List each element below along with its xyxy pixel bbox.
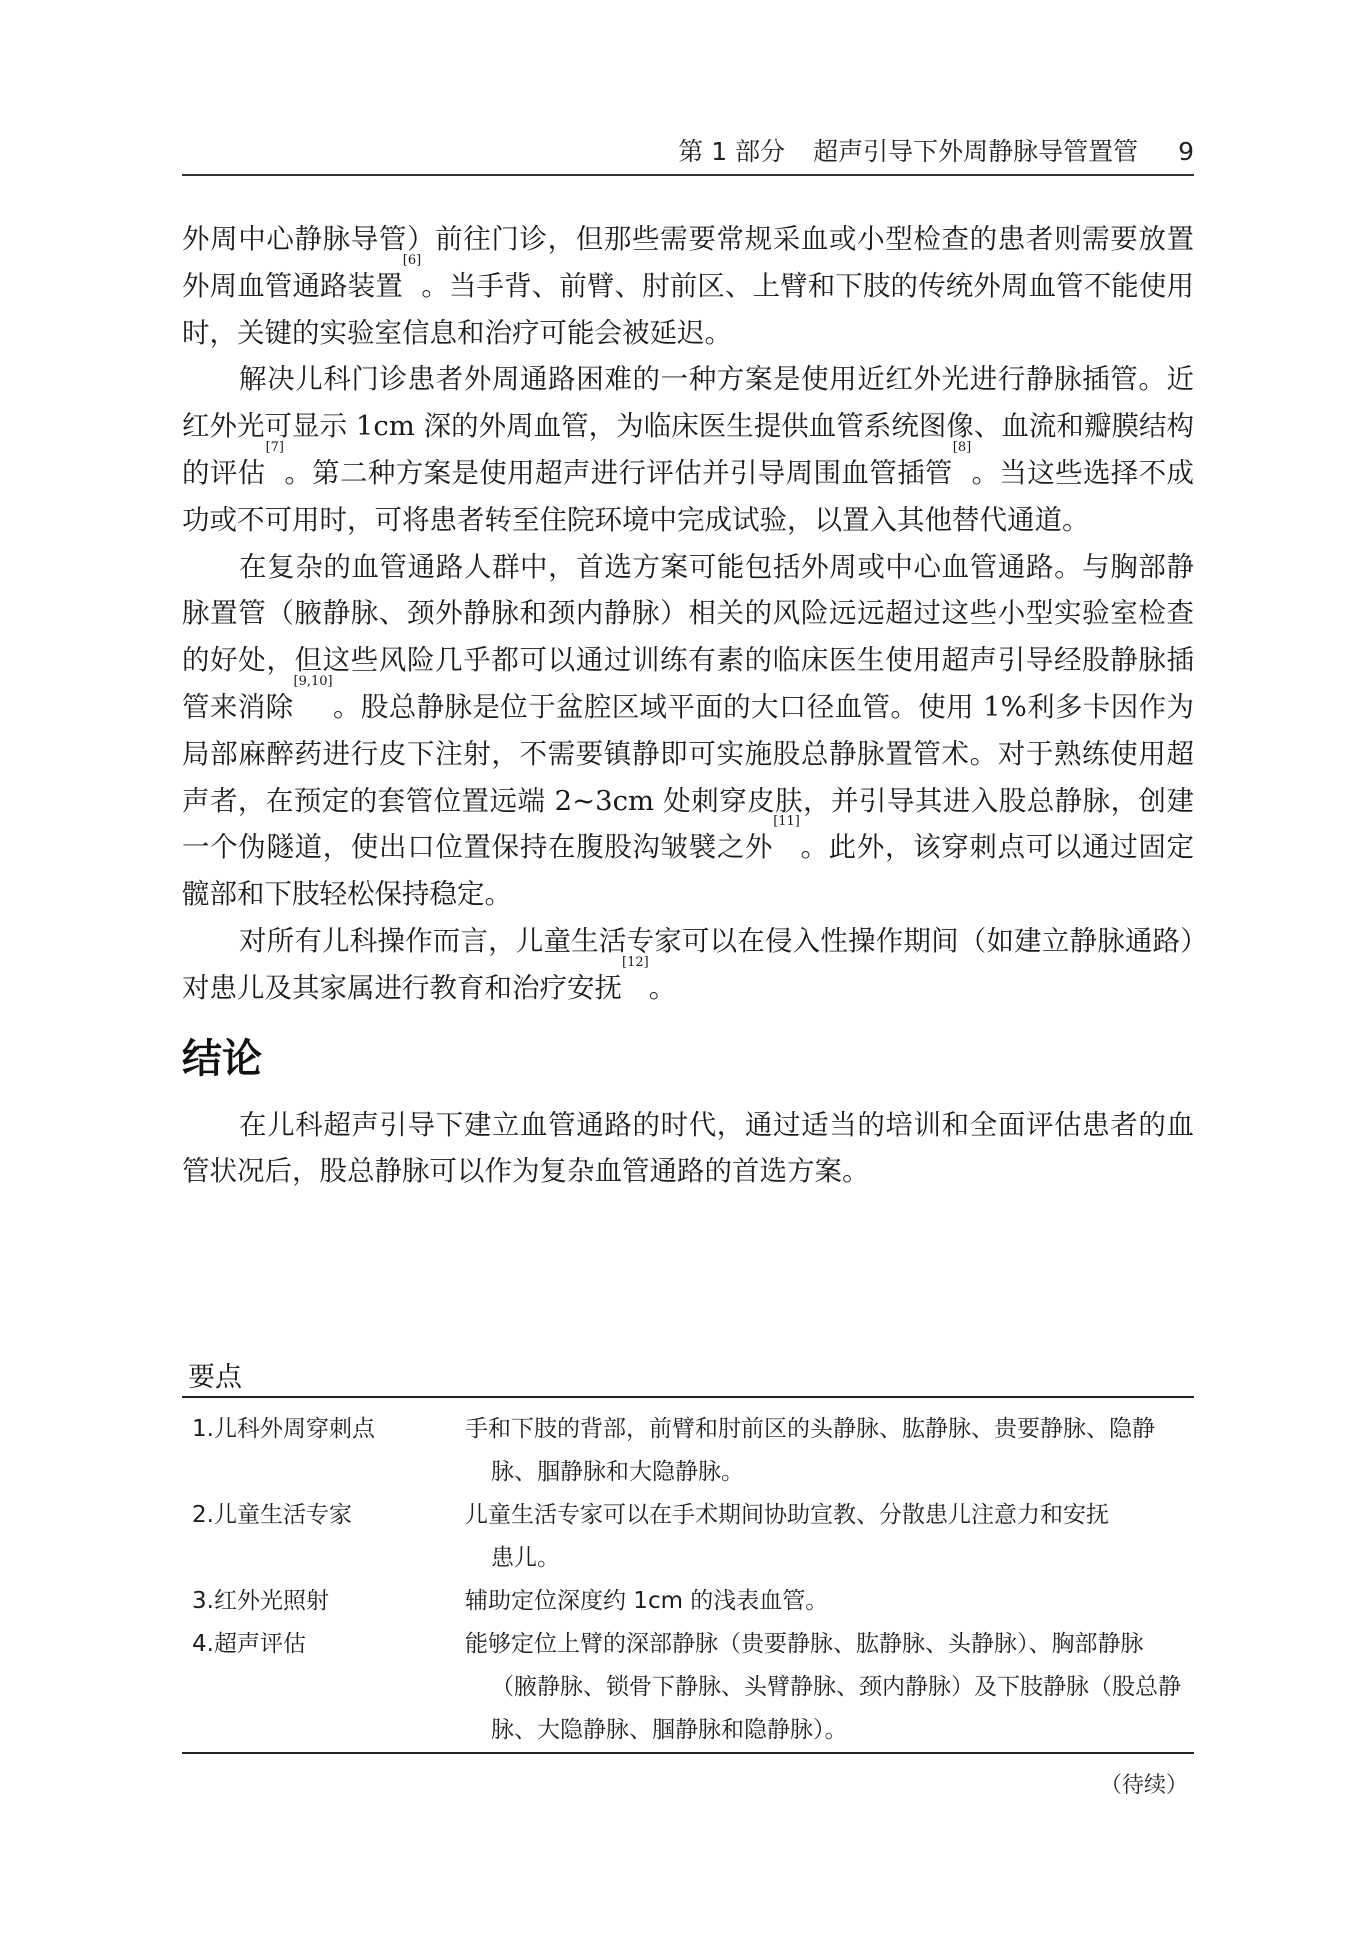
key-point-row: [182, 1408, 1194, 1494]
running-header: [182, 132, 1194, 168]
header-rule: [182, 174, 1194, 176]
citation: [6]: [402, 252, 422, 268]
citation: [9,10]: [293, 673, 333, 689]
key-point-label: 2.儿童生活专家: [192, 1502, 352, 1528]
continued-note: （待续）: [1099, 1773, 1188, 1798]
key-point-description: 辅助定位深度约 1cm 的浅表血管。: [465, 1588, 829, 1614]
key-point-description: 儿童生活专家可以在手术期间协助宣教、分散患儿注意力和安抚 患儿。: [465, 1502, 1109, 1571]
conclusion-paragraph: 在儿科超声引导下建立血管通路的时代，通过适当的培训和全面评估患者的血管状况后，股总静脉可以作为复杂血管通路的首选方案。: [182, 1108, 1194, 1188]
key-points-top-rule: [182, 1396, 1194, 1398]
citation: [11]: [773, 814, 800, 830]
key-point-description: 手和下肢的背部，前臂和肘前区的头静脉、肱静脉、贵要静脉、隐静 脉、腘静脉和大隐静脉。: [465, 1416, 1155, 1485]
key-point-label: 3.红外光照射: [192, 1588, 329, 1614]
key-point-label: 4.超声评估: [192, 1631, 306, 1657]
key-point-row: [182, 1623, 1194, 1752]
key-point-row: [182, 1580, 1194, 1623]
header-chapter-title: 超声引导下外周静脉导管置管: [813, 137, 1139, 166]
body-text: [182, 216, 1194, 1195]
citation: [12]: [622, 954, 649, 970]
conclusion-heading: 结论: [182, 1035, 262, 1082]
key-points-bottom-rule: [182, 1752, 1194, 1754]
key-points-table: [182, 1408, 1194, 1752]
paragraph-2: 解决儿科门诊患者外周通路困难的一种方案是使用近红外光进行静脉插管。近红外光可显示 1cm 深的外周血管，为临床医生提供血管系统图像、血流和瓣膜结构的评估[7]。第二种方案是使用超声进行评估并引导周围血管插管[8]。当这些选择不成功或不可用时，可将患者转至住院环境中完成试验，以置入其他替代通道。: [182, 363, 1195, 536]
paragraph-3: 在复杂的血管通路人群中，首选方案可能包括外周或中心血管通路。与胸部静脉置管（腋静脉、颈外静脉和颈内静脉）相关的风险远远超过这些小型实验室检查的好处，但这些风险几乎都可以通过训练有素的临床医生使用超声引导经股静脉插管来消除[9,10]。股总静脉是位于盆腔区域平面的大口径血管。使用 1%利多卡因作为局部麻醉药进行皮下注射，不需要镇静即可实施股总静脉置管术。对于熟练使用超声者，在预定的套管位置远端 2~3cm 处刺穿皮肤，并引导其进入股总静脉，创建一个伪隧道，使出口位置保持在腹股沟皱襞之外[11]。此外，该穿刺点可以通过固定髋部和下肢轻松保持稳定。: [182, 550, 1195, 911]
header-part: 第 1 部分: [678, 137, 786, 166]
key-point-label: 1.儿科外周穿刺点: [192, 1416, 375, 1442]
citation: [7]: [265, 439, 284, 455]
key-points-title: 要点: [188, 1362, 242, 1393]
paragraph-4: 对所有儿科操作而言，儿童生活专家可以在侵入性操作期间（如建立静脉通路）对患儿及其家属进行教育和治疗安抚[12]。: [182, 924, 1194, 1004]
paragraph-1: 外周中心静脉导管）前往门诊，但那些需要常规采血或小型检查的患者则需要放置外周血管通路装置[6]。当手背、前臂、肘前区、上臂和下肢的传统外周血管不能使用时，关键的实验室信息和治疗可能会被延迟。: [182, 223, 1194, 349]
citation: [8]: [952, 439, 972, 455]
key-point-description: 能够定位上臂的深部静脉（贵要静脉、肱静脉、头静脉）、胸部静脉 （腋静脉、锁骨下静脉、头臂静脉、颈内静脉）及下肢静脉（股总静 脉、大隐静脉、腘静脉和隐静脉）。: [465, 1631, 1181, 1743]
key-point-row: [182, 1494, 1194, 1580]
page-number: 9: [1178, 137, 1194, 166]
